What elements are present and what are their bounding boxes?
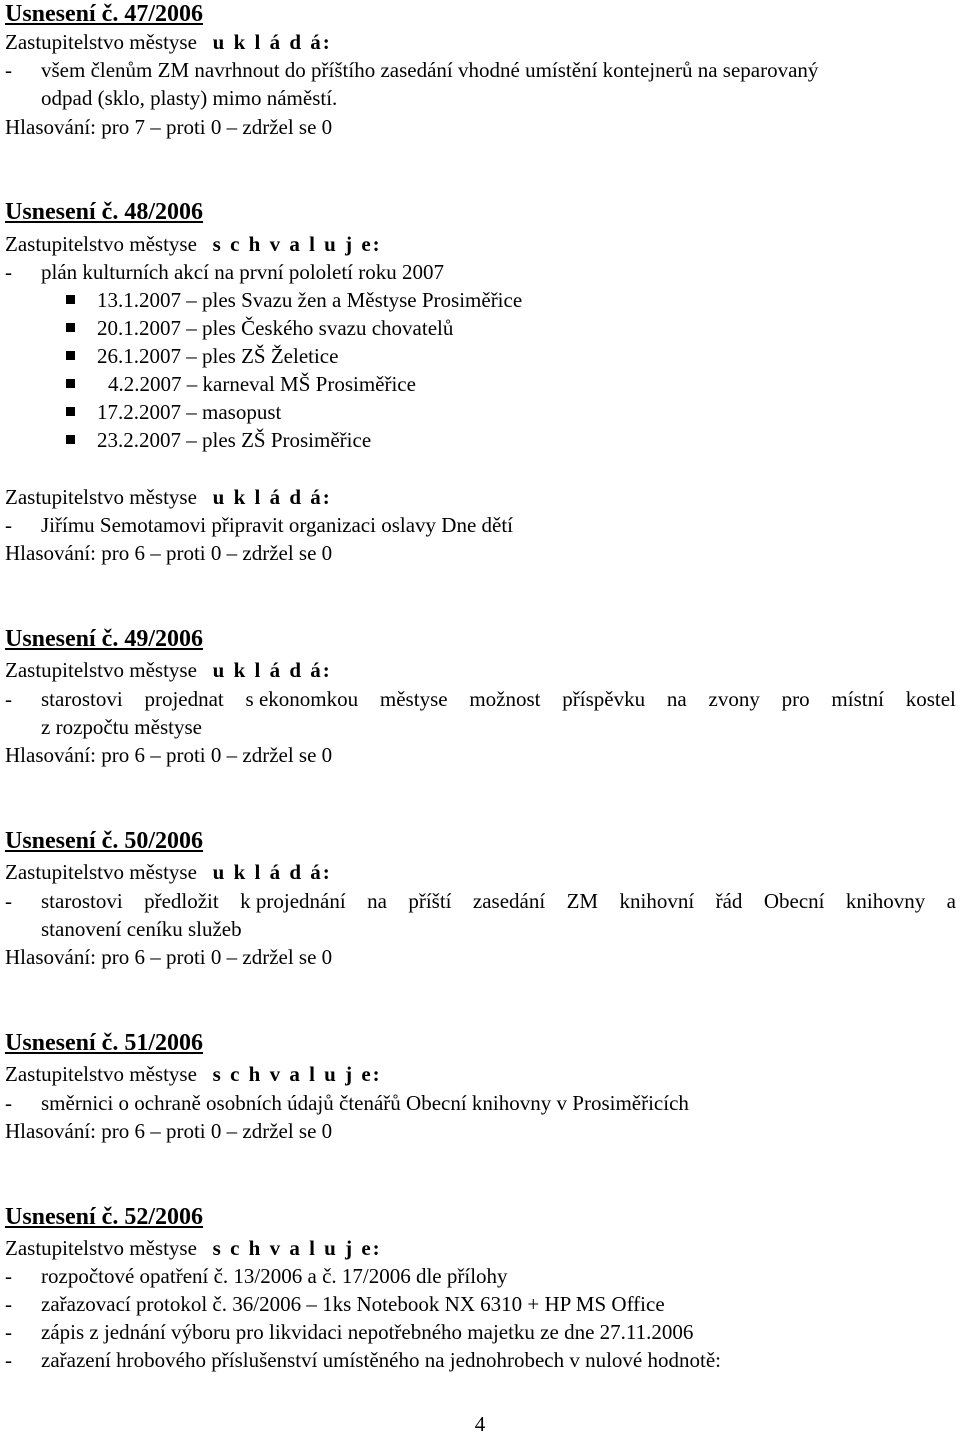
vote-line: Hlasování: pro 6 – proti 0 – zdržel se 0	[5, 743, 333, 767]
square-bullet-icon	[66, 295, 75, 304]
word: pro	[781, 687, 810, 711]
word: možnost	[469, 687, 541, 711]
council-line	[5, 230, 956, 258]
item-continuation: odpad (sklo, plasty) mimo náměstí.	[41, 86, 338, 110]
resolution-verb: s c h v a l u j e:	[212, 232, 382, 256]
event-text: 4.2.2007 – karneval MŠ Prosiměřice	[108, 372, 416, 396]
word: předložit	[144, 889, 219, 913]
list-item	[5, 1346, 956, 1374]
word: starostovi	[41, 889, 123, 913]
list-item	[5, 1262, 956, 1290]
square-bullet-icon	[66, 435, 75, 444]
resolution-title: Usnesení č. 47/2006	[5, 1, 203, 27]
square-bullet-icon	[66, 351, 75, 360]
list-item	[5, 56, 956, 84]
resolution-verb: s c h v a l u j e:	[212, 1236, 382, 1260]
item-text: plán kulturních akcí na první pololetí roku 2007	[41, 260, 444, 284]
event-item	[66, 426, 371, 454]
word: projednat	[144, 687, 224, 711]
council-name: Zastupitelstvo městyse	[5, 1236, 197, 1260]
item-text: Jiřímu Semotamovi připravit organizaci oslavy Dne dětí	[41, 513, 514, 537]
event-item	[66, 370, 416, 398]
dash-marker: -	[5, 1348, 12, 1372]
council-line	[5, 656, 956, 684]
resolution-title: Usnesení č. 52/2006	[5, 1204, 203, 1230]
word: místní	[831, 687, 884, 711]
council-name: Zastupitelstvo městyse	[5, 232, 197, 256]
item-continuation: stanovení ceníku služeb	[41, 917, 242, 941]
dash-marker: -	[5, 889, 12, 913]
justified-line	[41, 887, 956, 915]
council-line	[5, 28, 956, 56]
word: na	[666, 687, 687, 711]
word: na	[367, 889, 387, 913]
word: ZM	[566, 889, 599, 913]
council-name: Zastupitelstvo městyse	[5, 658, 197, 682]
event-text: 17.2.2007 – masopust	[97, 400, 282, 424]
item-text: směrnici o ochraně osobních údajů čtenářů Obecní knihovny v Prosiměřicích	[41, 1091, 689, 1115]
event-text: 26.1.2007 – ples ZŠ Želetice	[97, 344, 339, 368]
council-line	[5, 1234, 956, 1262]
word: Obecní	[763, 889, 825, 913]
dash-marker: -	[5, 1091, 12, 1115]
word: příští	[408, 889, 452, 913]
event-item	[66, 342, 338, 370]
item-text: zařazení hrobového příslušenství umístěného na jednohrobech v nulové hodnotě:	[41, 1348, 721, 1372]
vote-line: Hlasování: pro 6 – proti 0 – zdržel se 0	[5, 945, 333, 969]
event-item	[66, 314, 453, 342]
word: městyse	[379, 687, 448, 711]
resolution-title: Usnesení č. 48/2006	[5, 199, 203, 225]
list-item	[5, 685, 956, 713]
council-name: Zastupitelstvo městyse	[5, 860, 197, 884]
item-text: zařazovací protokol č. 36/2006 – 1ks Notebook NX 6310 + HP MS Office	[41, 1292, 665, 1316]
council-line	[5, 483, 956, 511]
square-bullet-icon	[66, 407, 75, 416]
square-bullet-icon	[66, 379, 75, 388]
dash-marker: -	[5, 687, 12, 711]
council-line	[5, 858, 956, 886]
word: s ekonomkou	[245, 687, 359, 711]
word: k projednání	[240, 889, 346, 913]
vote-line: Hlasování: pro 6 – proti 0 – zdržel se 0	[5, 541, 333, 565]
event-text: 20.1.2007 – ples Českého svazu chovatelů	[97, 316, 454, 340]
word: zasedání	[472, 889, 546, 913]
council-name: Zastupitelstvo městyse	[5, 1062, 197, 1086]
resolution-verb: u k l á d á:	[212, 860, 332, 884]
event-text: 13.1.2007 – ples Svazu žen a Městyse Prosiměřice	[97, 288, 523, 312]
item-continuation: z rozpočtu městyse	[41, 715, 202, 739]
item-text: všem členům ZM navrhnout do příštího zasedání vhodné umístění kontejnerů na separovaný	[41, 58, 819, 82]
list-item	[5, 511, 956, 539]
justified-line	[41, 685, 956, 713]
resolution-verb: u k l á d á:	[212, 485, 332, 509]
list-item	[5, 1290, 956, 1318]
resolution-title: Usnesení č. 49/2006	[5, 626, 203, 652]
council-name: Zastupitelstvo městyse	[5, 485, 197, 509]
vote-line: Hlasování: pro 6 – proti 0 – zdržel se 0	[5, 1119, 333, 1143]
dash-marker: -	[5, 513, 12, 537]
event-item	[66, 398, 281, 426]
resolution-title: Usnesení č. 50/2006	[5, 828, 203, 854]
word: knihovní	[619, 889, 695, 913]
event-text: 23.2.2007 – ples ZŠ Prosiměřice	[97, 428, 372, 452]
word: příspěvku	[562, 687, 646, 711]
word: knihovny	[845, 889, 926, 913]
dash-marker: -	[5, 58, 12, 82]
page-number: 4	[474, 1412, 486, 1436]
word: zvony	[708, 687, 760, 711]
list-item	[5, 1089, 956, 1117]
word: řád	[715, 889, 743, 913]
item-text: zápis z jednání výboru pro likvidaci nepotřebného majetku ze dne 27.11.2006	[41, 1320, 694, 1344]
council-line	[5, 1060, 956, 1088]
list-item	[5, 258, 956, 286]
square-bullet-icon	[66, 323, 75, 332]
vote-line: Hlasování: pro 7 – proti 0 – zdržel se 0	[5, 115, 333, 139]
dash-marker: -	[5, 1292, 12, 1316]
resolution-title: Usnesení č. 51/2006	[5, 1030, 203, 1056]
list-item	[5, 887, 956, 915]
list-item	[5, 1318, 956, 1346]
dash-marker: -	[5, 1264, 12, 1288]
word: a	[946, 889, 956, 913]
dash-marker: -	[5, 260, 12, 284]
council-name: Zastupitelstvo městyse	[5, 30, 197, 54]
word: starostovi	[41, 687, 123, 711]
event-item	[66, 286, 522, 314]
resolution-verb: s c h v a l u j e:	[212, 1062, 382, 1086]
item-text: rozpočtové opatření č. 13/2006 a č. 17/2006 dle přílohy	[41, 1264, 508, 1288]
resolution-verb: u k l á d á:	[212, 30, 332, 54]
resolution-verb: u k l á d á:	[212, 658, 332, 682]
word: kostel	[905, 687, 956, 711]
dash-marker: -	[5, 1320, 12, 1344]
